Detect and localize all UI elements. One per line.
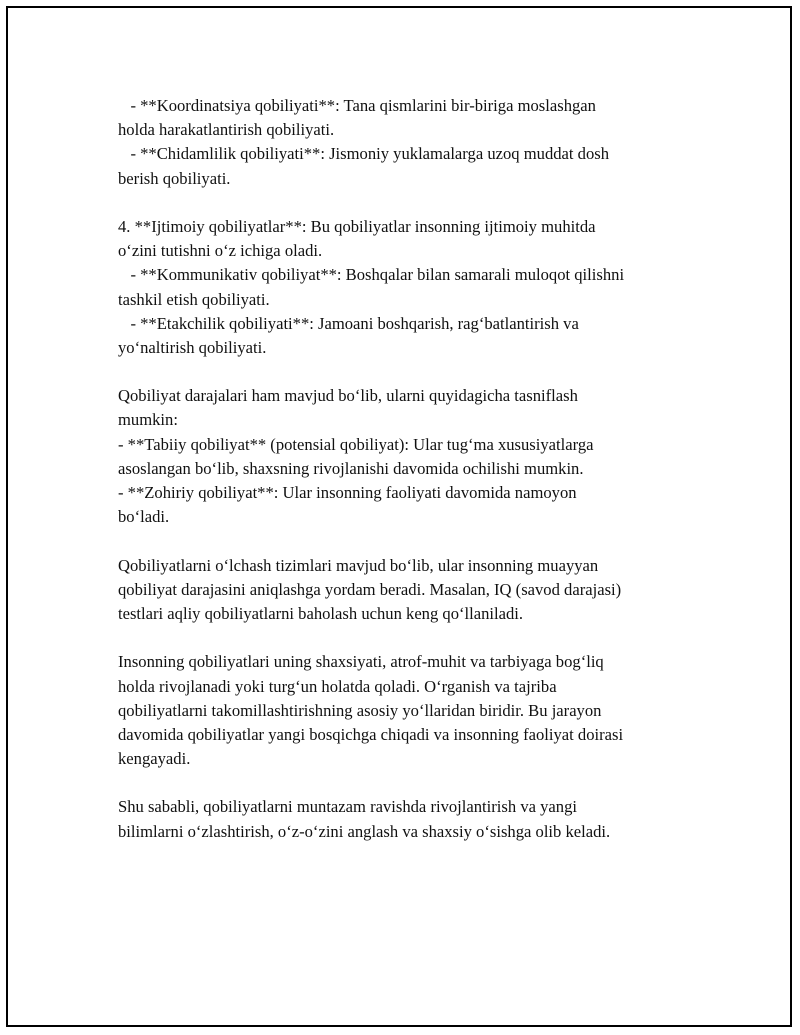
text-line: - **Koordinatsiya qobiliyati**: Tana qismlarini bir-biriga moslashgan: [118, 96, 596, 115]
text-line: 4. **Ijtimoiy qobiliyatlar**: Bu qobiliyatlar insonning ijtimoiy muhitda: [118, 216, 596, 236]
text-line: yo‘naltirish qobiliyati.: [118, 337, 267, 357]
text-line: davomida qobiliyatlar yangi bosqichga chiqadi va insonning faoliyat doirasi: [118, 724, 624, 744]
blank-line: [118, 771, 698, 795]
text-line: asoslangan bo‘lib, shaxsning rivojlanishi davomida ochilishi mumkin.: [118, 458, 584, 478]
text-line: berish qobiliyati.: [118, 168, 231, 188]
blank-line: [118, 626, 698, 650]
text-line: Qobiliyatlarni o‘lchash tizimlari mavjud bo‘lib, ular insonning muayyan: [118, 555, 599, 575]
text-line: tashkil etish qobiliyati.: [118, 289, 270, 309]
text-line: bo‘ladi.: [118, 507, 170, 527]
text-line: - **Etakchilik qobiliyati**: Jamoani boshqarish, rag‘batlantirish va: [118, 313, 579, 333]
text-line: o‘zini tutishni o‘z ichiga oladi.: [118, 241, 323, 261]
text-line: holda rivojlanadi yoki turg‘un holatda qoladi. O‘rganish va tajriba: [118, 676, 557, 696]
text-line: Insonning qobiliyatlari uning shaxsiyati, atrof-muhit va tarbiyaga bog‘liq: [118, 652, 604, 672]
text-line: bilimlarni o‘zlashtirish, o‘z-o‘zini anglash va shaxsiy o‘sishga olib keladi.: [118, 821, 611, 841]
text-line: Shu sababli, qobiliyatlarni muntazam ravishda rivojlantirish va yangi: [118, 797, 577, 817]
text-line: mumkin:: [118, 410, 178, 430]
document-body: [118, 94, 698, 844]
text-line: testlari aqliy qobiliyatlarni baholash uchun keng qo‘llaniladi.: [118, 603, 524, 623]
blank-line: [118, 529, 698, 553]
text-line: holda harakatlantirish qobiliyati.: [118, 120, 335, 140]
text-line: - **Kommunikativ qobiliyat**: Boshqalar bilan samarali muloqot qilishni: [118, 265, 625, 285]
text-line: qobiliyat darajasini aniqlashga yordam beradi. Masalan, IQ (savod darajasi): [118, 579, 622, 599]
blank-line: [118, 360, 698, 384]
text-line: - **Chidamlilik qobiliyati**: Jismoniy yuklamalarga uzoq muddat dosh: [118, 144, 610, 164]
text-line: qobiliyatlarni takomillashtirishning asosiy yo‘llaridan biridir. Bu jarayon: [118, 700, 602, 720]
text-line: - **Tabiiy qobiliyat** (potensial qobiliyat): Ular tug‘ma xususiyatlarga: [118, 434, 594, 454]
text-line: Qobiliyat darajalari ham mavjud bo‘lib, ularni quyidagicha tasniflash: [118, 386, 578, 406]
blank-line: [118, 191, 698, 215]
text-line: kengayadi.: [118, 749, 191, 769]
text-line: - **Zohiriy qobiliyat**: Ular insonning faoliyati davomida namoyon: [118, 483, 577, 502]
